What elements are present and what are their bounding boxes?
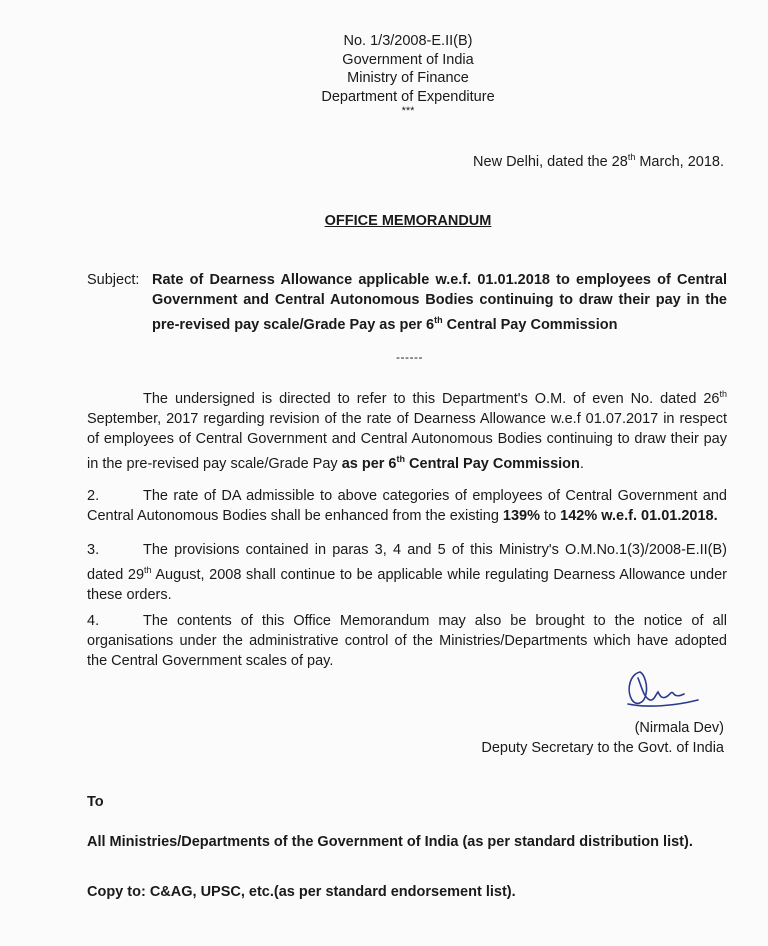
department-name: Department of Expenditure bbox=[321, 88, 495, 105]
section-divider: ------ bbox=[396, 350, 423, 364]
para4-number: 4. bbox=[87, 613, 100, 629]
para2-mid: to bbox=[540, 508, 561, 524]
subject-text-b: Central Pay Commission bbox=[442, 316, 618, 333]
to-label: To bbox=[87, 794, 104, 810]
signatory-name: (Nirmala Dev) bbox=[634, 720, 724, 736]
subject-text bbox=[152, 270, 727, 335]
handwritten-signature bbox=[618, 664, 702, 712]
paragraph-2 bbox=[87, 486, 727, 526]
para2-number: 2. bbox=[87, 488, 100, 504]
date-rest: March, 2018. bbox=[635, 153, 724, 170]
subject-ordinal: th bbox=[434, 315, 443, 325]
para2-new-rate: 142% w.e.f. 01.01.2018. bbox=[560, 508, 718, 524]
government-name: Government of India bbox=[342, 51, 474, 68]
subject-block bbox=[87, 270, 727, 335]
subject-text-a: Rate of Dearness Allowance applicable w.e.f. 01.01.2018 to employees of Central Government and Central Autonomous Bodies continuing to draw their pay in the pre-revised pay scale/Grade Pay as per 6 bbox=[152, 272, 727, 333]
paragraph-4 bbox=[87, 611, 727, 671]
paragraph-1 bbox=[87, 384, 727, 474]
para2-old-rate: 139% bbox=[502, 508, 541, 524]
para3-ordinal: th bbox=[144, 565, 152, 575]
letterhead bbox=[0, 32, 768, 116]
document-title-text: OFFICE MEMORANDUM bbox=[324, 213, 492, 229]
date-prefix: New Delhi, dated the 28 bbox=[473, 153, 628, 170]
copy-to: Copy to: C&AG, UPSC, etc.(as per standard endorsement list). bbox=[87, 884, 516, 900]
file-number: No. 1/3/2008-E.II(B) bbox=[343, 33, 473, 49]
para1-ordinal-2: th bbox=[396, 453, 406, 464]
signatory-designation: Deputy Secretary to the Govt. of India bbox=[481, 740, 724, 756]
date-ordinal: th bbox=[627, 152, 636, 162]
para2-text-a: The rate of DA admissible to above categories of employees of Central Government and Central Autonomous Bodies shall be enhanced from the existing bbox=[87, 488, 727, 524]
subject-label: Subject: bbox=[87, 272, 140, 288]
header-stars: *** bbox=[401, 105, 415, 117]
ministry-name: Ministry of Finance bbox=[347, 70, 469, 86]
para3-text-a: The provisions contained in paras 3, 4 and 5 of this Ministry's O.M.No.1(3)/2008-E.II(B) dated 29 bbox=[87, 542, 727, 583]
paragraph-3 bbox=[87, 540, 727, 605]
addressee bbox=[87, 832, 727, 852]
para1-text-a: The undersigned is directed to refer to this Department's O.M. of even No. dated 26 bbox=[143, 390, 720, 407]
addressee-text: All Ministries/Departments of the Government of India (as per standard distribution list). bbox=[87, 834, 693, 850]
para1-bold-b: Central Pay Commission bbox=[405, 455, 580, 472]
para4-text: The contents of this Office Memorandum may also be brought to the notice of all organisations under the administrative control of the Ministries/Departments which have adopted the Central Government scales of pay. bbox=[87, 613, 727, 669]
document-title bbox=[0, 213, 768, 229]
para3-text-b: August, 2008 shall continue to be applicable while regulating Dearness Allowance under these orders. bbox=[87, 566, 727, 603]
para1-ordinal-1: th bbox=[719, 389, 727, 399]
para1-bold-a: as per 6 bbox=[341, 455, 397, 472]
para1-text-b: September, 2017 regarding revision of the rate of Dearness Allowance w.e.f 01.07.2017 in respect of employees of Central Government and Central Autonomous Bodies continuing to draw their pay in the pre-revised pay scale/Grade Pay bbox=[87, 410, 727, 472]
para3-number: 3. bbox=[87, 542, 100, 558]
para1-end: . bbox=[579, 455, 584, 472]
issue-date bbox=[473, 152, 724, 170]
